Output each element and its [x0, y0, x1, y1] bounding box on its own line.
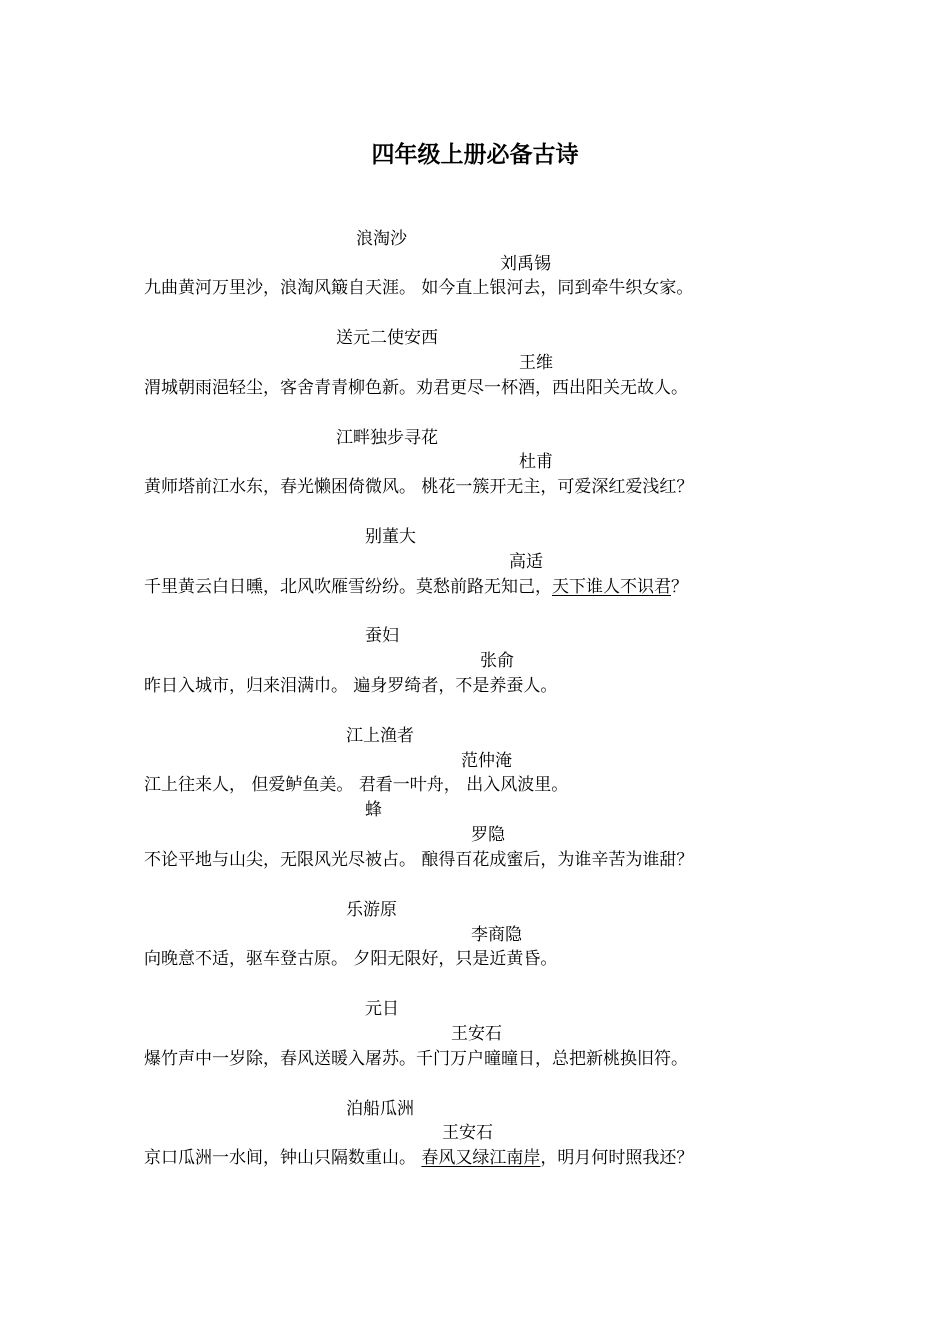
underlined-verse: 天下谁人不识君	[552, 577, 671, 597]
poem-verse: 爆竹声中一岁除，春风送暖入屠苏。千门万户曈曈日，总把新桃换旧符。	[144, 1049, 688, 1069]
poem-verse: 黄师塔前江水东，春光懒困倚微风。 桃花一簇开无主，可爱深红爱浅红？	[144, 477, 694, 497]
poem-verse: 昨日入城市，归来泪满巾。 遍身罗绮者，不是养蚕人。	[144, 676, 558, 696]
poem-verse: 向晚意不适，驱车登古原。 夕阳无限好，只是近黄昏。	[144, 949, 558, 969]
poem-title: 蚕妇	[365, 626, 399, 646]
poem-verse: 九曲黄河万里沙，浪淘风簸自天涯。 如今直上银河去，同到牵牛织女家。	[144, 278, 694, 298]
poem-verse: 不论平地与山尖，无限风光尽被占。 酿得百花成蜜后，为谁辛苦为谁甜？	[144, 850, 694, 870]
poem-author: 刘禹锡	[500, 254, 551, 274]
underlined-verse: 春风又绿江南岸	[421, 1148, 541, 1168]
poem-author: 王安石	[442, 1123, 493, 1143]
poem-author: 高适	[509, 552, 543, 572]
verse-text: ，明月何时照我还？	[540, 1148, 694, 1168]
poem-title: 送元二使安西	[336, 328, 438, 348]
poem-author: 张俞	[480, 651, 514, 671]
poem-author: 罗隐	[471, 825, 505, 845]
page-title: 四年级上册必备古诗	[371, 141, 579, 168]
poem-verse: 渭城朝雨浥轻尘，客舍青青柳色新。劝君更尽一杯酒，西出阳关无故人。	[144, 378, 688, 398]
poem-verse	[144, 576, 688, 598]
poem-author: 王安石	[451, 1024, 502, 1044]
poem-title: 蜂	[365, 800, 382, 820]
poem-title: 浪淘沙	[356, 229, 407, 249]
poem-verse: 江上往来人， 但爱鲈鱼美。 君看一叶舟， 出入风波里。	[144, 775, 569, 795]
poem-verse	[144, 1147, 693, 1169]
poem-title: 泊船瓜洲	[346, 1099, 414, 1119]
poem-author: 李商隐	[471, 925, 522, 945]
poem-title: 江畔独步寻花	[336, 428, 438, 448]
poem-title: 江上渔者	[346, 726, 414, 746]
verse-text: 京口瓜洲一水间，钟山只隔数重山。	[144, 1148, 422, 1168]
poem-title: 别董大	[365, 527, 416, 547]
verse-text: 千里黄云白日曛，北风吹雁雪纷纷。莫愁前路无知己，	[144, 577, 552, 597]
poem-author: 范仲淹	[461, 751, 512, 771]
poem-author: 杜甫	[519, 452, 553, 472]
verse-text: ？	[671, 577, 688, 597]
poem-title: 乐游原	[346, 900, 397, 920]
poem-title: 元日	[365, 999, 399, 1019]
poem-author: 王维	[519, 353, 553, 373]
